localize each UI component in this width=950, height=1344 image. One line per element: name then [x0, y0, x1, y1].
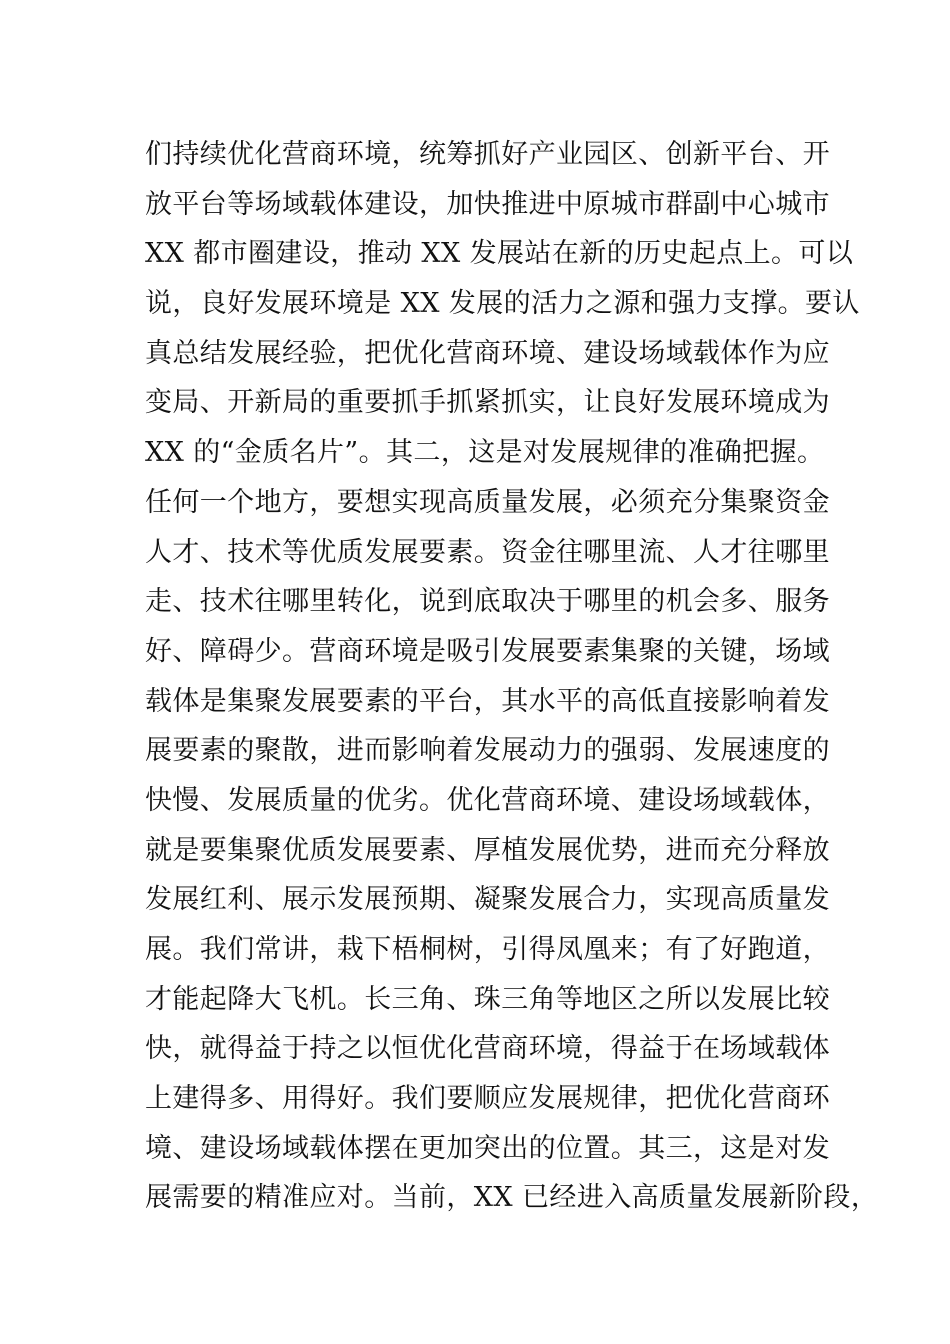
text-line: 放平台等场域载体建设，加快推进中原城市群副中心城市 — [145, 188, 830, 220]
text-line: 境、建设场域载体摆在更加突出的位置。其三，这是对发 — [145, 1132, 830, 1164]
text-line: 展需要的精准应对。当前，XX 已经进入高质量发展新阶段， — [145, 1182, 879, 1214]
text-line: 任何一个地方，要想实现高质量发展，必须充分集聚资金 — [145, 486, 830, 518]
text-line: 展要素的聚散，进而影响着发展动力的强弱、发展速度的 — [145, 735, 830, 767]
body-paragraph — [145, 130, 879, 1223]
text-line: 才能起降大飞机。长三角、珠三角等地区之所以发展比较 — [145, 983, 830, 1015]
text-line: 真总结发展经验，把优化营商环境、建设场域载体作为应 — [145, 337, 830, 369]
text-line: 就是要集聚优质发展要素、厚植发展优势，进而充分释放 — [145, 834, 830, 866]
text-line: 上建得多、用得好。我们要顺应发展规律，把优化营商环 — [145, 1083, 830, 1115]
text-line: 好、障碍少。营商环境是吸引发展要素集聚的关键，场域 — [145, 635, 830, 667]
text-line: 快，就得益于持之以恒优化营商环境，得益于在场域载体 — [145, 1033, 830, 1065]
text-line: 人才、技术等优质发展要素。资金往哪里流、人才往哪里 — [145, 536, 830, 568]
text-line: 载体是集聚发展要素的平台，其水平的高低直接影响着发 — [145, 685, 830, 717]
text-line: 变局、开新局的重要抓手抓紧抓实，让良好发展环境成为 — [145, 387, 830, 419]
text-line: XX 都市圈建设，推动 XX 发展站在新的历史起点上。可以 — [145, 238, 854, 270]
text-line: 快慢、发展质量的优劣。优化营商环境、建设场域载体， — [145, 784, 830, 816]
text-line: 展。我们常讲，栽下梧桐树，引得凤凰来；有了好跑道， — [145, 934, 830, 965]
text-line: 走、技术往哪里转化，说到底取决于哪里的机会多、服务 — [145, 586, 830, 618]
text-line: 们持续优化营商环境，统筹抓好产业园区、创新平台、开 — [145, 139, 830, 170]
text-line: 说，良好发展环境是 XX 发展的活力之源和强力支撑。要认 — [145, 288, 860, 320]
text-line: XX 的“金质名片”。其二，这是对发展规律的准确把握。 — [145, 437, 825, 469]
text-line: 发展红利、展示发展预期、凝聚发展合力，实现高质量发 — [145, 884, 830, 916]
